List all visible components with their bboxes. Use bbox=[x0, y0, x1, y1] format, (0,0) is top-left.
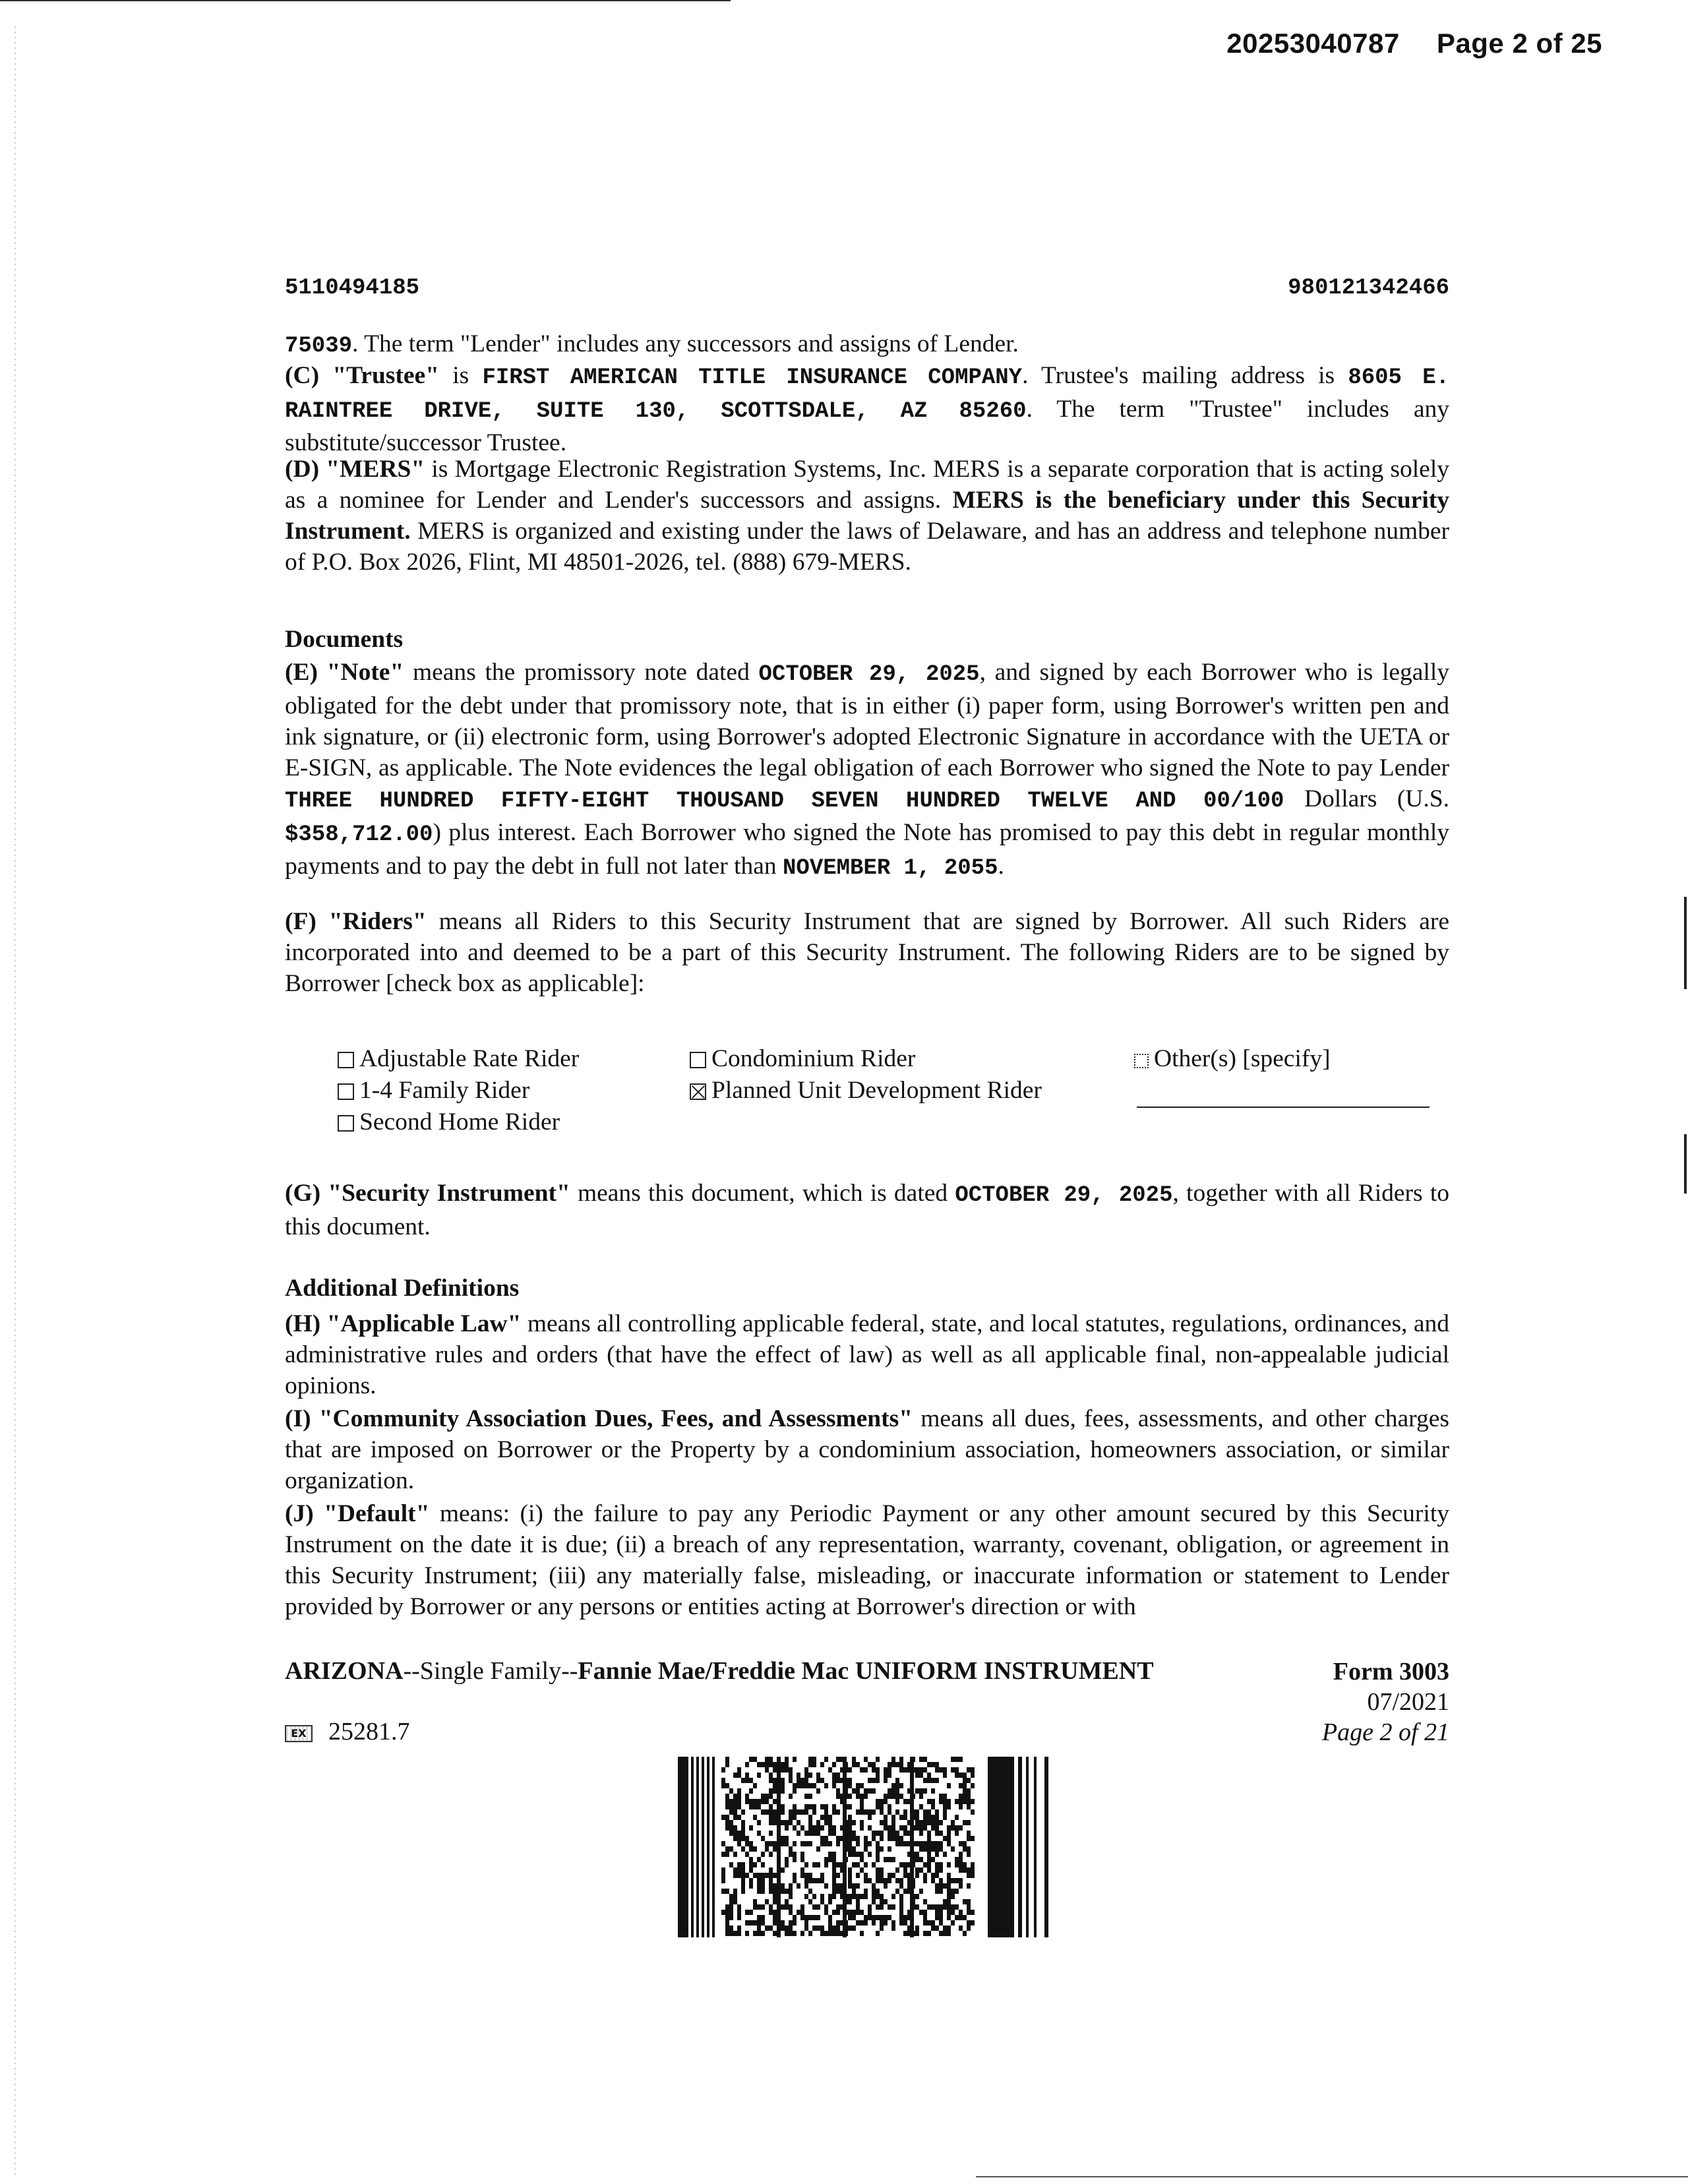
checkbox-1-4-family[interactable] bbox=[338, 1083, 354, 1100]
page-label: Page 2 of 25 bbox=[1436, 28, 1602, 59]
documents-heading: Documents bbox=[285, 626, 404, 653]
form-number: Form 3003 bbox=[1333, 1658, 1449, 1685]
checkbox-pud-checked[interactable] bbox=[690, 1083, 706, 1100]
loan-number-right: 980121342466 bbox=[1288, 276, 1449, 301]
form-info bbox=[1322, 1656, 1449, 1747]
additional-definitions-heading: Additional Definitions bbox=[285, 1275, 520, 1302]
rider-option-1-4-family[interactable]: 1-4 Family Rider bbox=[338, 1075, 579, 1107]
pdf417-barcode bbox=[678, 1757, 1051, 1937]
default-definition: (J) "Default" means: (i) the failure to pay any Periodic Payment or any other amount secured by this Security Instrument on the date it is due; (ii) a breach of any representation, warranty, covenant, obligation, or agreement in this Security Instrument; (iii) any materially false, misleading, or inaccurate information or statement to Lender provided by Borrower or any persons or entities acting at Borrower's direction or with bbox=[285, 1500, 1449, 1620]
loan-number-left: 5110494185 bbox=[285, 276, 420, 301]
note-definition: (E) "Note" means the promissory note dated OCTOBER 29, 2025, and signed by each Borrower who is legally obligated for the debt under that promissory note, that is in either (i) paper form, using Borrower's written pen and ink signature, or (ii) electronic form, using Borrower's adopted Electronic Signature in accordance with the UETA or E-SIGN, as applicable. The Note evidences the legal obligation of each Borrower who signed the Note to pay Lender THREE HUNDRED FIFTY-EIGHT THOUSAND SEVEN HUNDRED TWELVE AND 00/100 Dollars (U.S. $358,712.00) plus interest. Each Borrower who signed the Note has promised to pay this debt in regular monthly payments and to pay the debt in full not later than NOVEMBER 1, 2055. bbox=[285, 659, 1450, 881]
lender-continuation: 75039. The term "Lender" includes any successors and assigns of Lender. bbox=[285, 330, 1019, 359]
form-date: 07/2021 bbox=[1367, 1688, 1449, 1716]
trustee-definition: (C) "Trustee" is FIRST AMERICAN TITLE INSURANCE COMPANY. Trustee's mailing address is 8605 E. RAINTREE DRIVE, SUITE 130, SCOTTSDALE, AZ 85260. The term "Trustee" includes any substitute/successor Trustee. bbox=[285, 362, 1449, 456]
scan-edge-mark bbox=[1684, 1134, 1687, 1194]
riders-definition: (F) "Riders" means all Riders to this Security Instrument that are signed by Borrower. All such Riders are incorporated into and deemed to be a part of this Security Instrument. The following Riders are to be signed by Borrower [check box as applicable]: bbox=[285, 908, 1450, 997]
form-code: EX 25281.7 bbox=[285, 1717, 410, 1746]
rider-option-pud[interactable]: Planned Unit Development Rider bbox=[690, 1075, 1042, 1107]
community-association-definition: (I) "Community Association Dues, Fees, and Assessments" means all dues, fees, assessments, and other charges that are imposed on Borrower or the Property by a condominium association, homeowners association, or similar organization. bbox=[285, 1405, 1449, 1494]
rider-option-second-home[interactable]: Second Home Rider bbox=[338, 1107, 579, 1138]
security-instrument-definition: (G) "Security Instrument" means this document, which is dated OCTOBER 29, 2025, together with all Riders to this document. bbox=[285, 1180, 1449, 1240]
rider-option-other[interactable]: Other(s) [specify] bbox=[1134, 1043, 1331, 1075]
scan-edge-mark bbox=[1684, 897, 1687, 989]
checkbox-condominium[interactable] bbox=[690, 1052, 706, 1068]
document-number: 20253040787 bbox=[1226, 28, 1400, 59]
applicable-law-definition: (H) "Applicable Law" means all controlling applicable federal, state, and local statutes, regulations, ordinances, and administrative rules and orders (that have the effect of law) as well as all applicable final, non-appealable judicial opinions. bbox=[285, 1310, 1449, 1399]
top-rule bbox=[0, 0, 731, 1]
other-specify-line[interactable] bbox=[1137, 1107, 1430, 1108]
ex-logo-icon: EX bbox=[285, 1725, 313, 1742]
rider-option-condominium[interactable]: Condominium Rider bbox=[690, 1043, 1042, 1075]
form-title: ARIZONA--Single Family--Fannie Mae/Freddie Mac UNIFORM INSTRUMENT bbox=[285, 1657, 1154, 1685]
mers-definition: (D) "MERS" is Mortgage Electronic Registration Systems, Inc. MERS is a separate corporation that is acting solely as a nominee for Lender and Lender's successors and assigns. MERS is the beneficiary under this Security Instrument. MERS is organized and existing under the laws of Delaware, and has an address and telephone number of P.O. Box 2026, Flint, MI 48501-2026, tel. (888) 679-MERS. bbox=[285, 456, 1449, 576]
checkbox-other[interactable] bbox=[1134, 1054, 1149, 1068]
checkbox-second-home[interactable] bbox=[338, 1115, 354, 1132]
checkbox-adjustable[interactable] bbox=[338, 1052, 354, 1068]
scan-edge-dots bbox=[15, 26, 16, 2176]
form-page: Page 2 of 21 bbox=[1321, 1718, 1449, 1746]
bottom-rule bbox=[976, 2176, 1688, 2177]
recording-header bbox=[1226, 28, 1602, 59]
rider-option-adjustable[interactable]: Adjustable Rate Rider bbox=[338, 1043, 579, 1075]
